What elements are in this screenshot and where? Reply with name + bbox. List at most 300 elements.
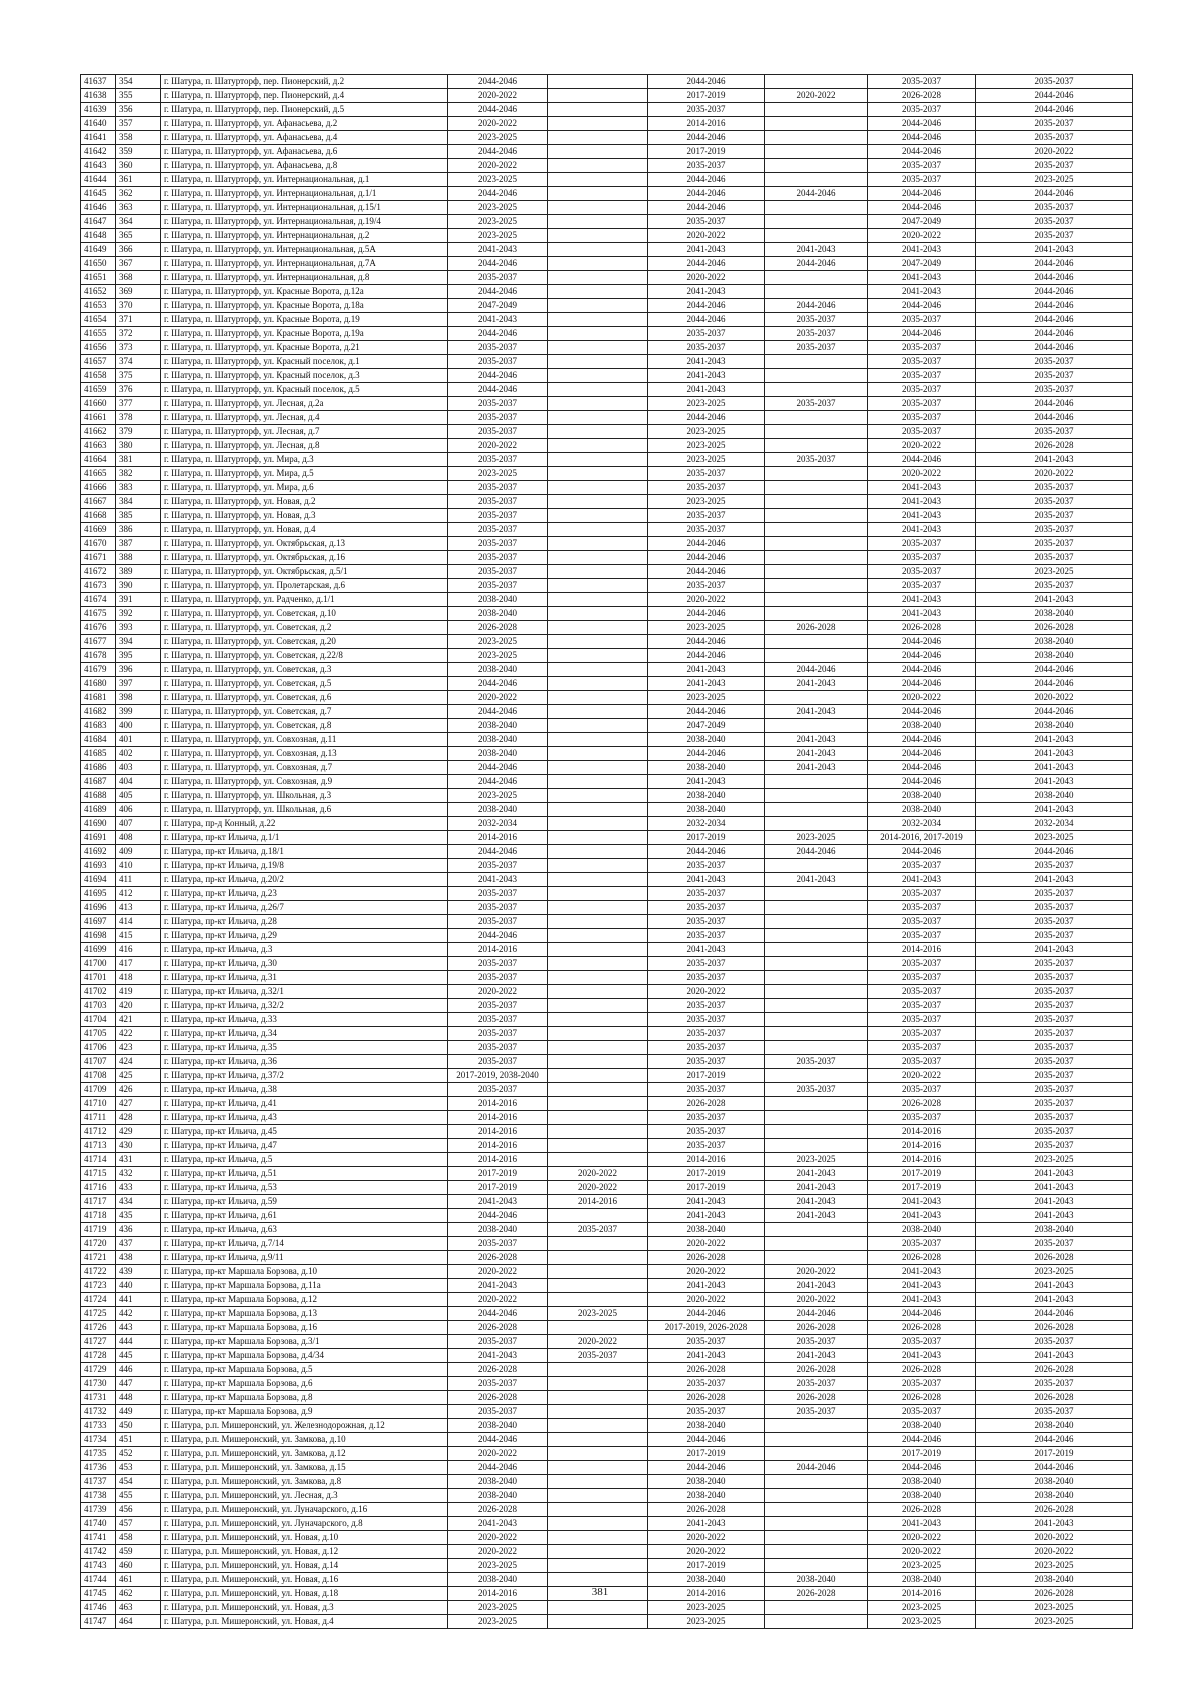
cell-period-col-2 xyxy=(548,845,648,859)
cell-period-col-6: 2035-2037 xyxy=(976,1069,1133,1083)
cell-period-col-2 xyxy=(548,439,648,453)
table-row xyxy=(81,803,1133,817)
cell-period-col-1: 2044-2046 xyxy=(448,1307,548,1321)
cell-row-number: 381 xyxy=(116,453,161,467)
cell-period-col-4 xyxy=(765,1027,868,1041)
cell-period-col-2 xyxy=(548,509,648,523)
cell-period-col-6: 2017-2019 xyxy=(976,1447,1133,1461)
cell-period-col-1: 2044-2046 xyxy=(448,1433,548,1447)
cell-period-col-5: 2014-2016, 2017-2019 xyxy=(868,831,976,845)
cell-record-id: 41726 xyxy=(81,1321,116,1335)
cell-period-col-3: 2035-2037 xyxy=(648,929,765,943)
cell-row-number: 391 xyxy=(116,593,161,607)
cell-record-id: 41662 xyxy=(81,425,116,439)
cell-period-col-4: 2041-2043 xyxy=(765,747,868,761)
cell-period-col-1: 2023-2025 xyxy=(448,649,548,663)
cell-row-number: 432 xyxy=(116,1167,161,1181)
cell-address: г. Шатура, п. Шатурторф, ул. Советская, д.20 xyxy=(161,635,448,649)
cell-period-col-1: 2035-2037 xyxy=(448,1405,548,1419)
cell-period-col-4: 2038-2040 xyxy=(765,1573,868,1587)
cell-address: г. Шатура, пр-кт Маршала Борзова, д.10 xyxy=(161,1265,448,1279)
cell-address: г. Шатура, п. Шатурторф, ул. Совхозная, д.11 xyxy=(161,733,448,747)
cell-address: г. Шатура, п. Шатурторф, ул. Школьная, д.3 xyxy=(161,789,448,803)
cell-period-col-6: 2038-2040 xyxy=(976,1573,1133,1587)
cell-period-col-4 xyxy=(765,481,868,495)
cell-period-col-6: 2020-2022 xyxy=(976,467,1133,481)
table-row xyxy=(81,1083,1133,1097)
cell-period-col-4: 2023-2025 xyxy=(765,1153,868,1167)
cell-period-col-6: 2035-2037 xyxy=(976,1097,1133,1111)
cell-period-col-3: 2017-2019 xyxy=(648,89,765,103)
cell-period-col-4: 2026-2028 xyxy=(765,1363,868,1377)
cell-row-number: 454 xyxy=(116,1475,161,1489)
cell-period-col-6: 2041-2043 xyxy=(976,1517,1133,1531)
cell-period-col-4 xyxy=(765,159,868,173)
cell-period-col-2 xyxy=(548,481,648,495)
table-row xyxy=(81,593,1133,607)
table-row xyxy=(81,1377,1133,1391)
cell-record-id: 41747 xyxy=(81,1615,116,1629)
cell-row-number: 413 xyxy=(116,901,161,915)
cell-period-col-3: 2044-2046 xyxy=(648,649,765,663)
cell-period-col-6: 2023-2025 xyxy=(976,1601,1133,1615)
table-row xyxy=(81,117,1133,131)
cell-period-col-6: 2035-2037 xyxy=(976,929,1133,943)
table-row xyxy=(81,1307,1133,1321)
cell-period-col-2: 2020-2022 xyxy=(548,1167,648,1181)
cell-period-col-3: 2044-2046 xyxy=(648,299,765,313)
table-row xyxy=(81,453,1133,467)
cell-row-number: 392 xyxy=(116,607,161,621)
cell-row-number: 436 xyxy=(116,1223,161,1237)
cell-period-col-4 xyxy=(765,775,868,789)
cell-period-col-1: 2035-2037 xyxy=(448,509,548,523)
cell-period-col-1: 2044-2046 xyxy=(448,845,548,859)
cell-period-col-6: 2020-2022 xyxy=(976,1531,1133,1545)
cell-row-number: 363 xyxy=(116,201,161,215)
table-row xyxy=(81,159,1133,173)
cell-period-col-6: 2044-2046 xyxy=(976,187,1133,201)
cell-period-col-4 xyxy=(765,901,868,915)
cell-period-col-3: 2044-2046 xyxy=(648,187,765,201)
cell-address: г. Шатура, пр-кт Ильича, д.20/2 xyxy=(161,873,448,887)
cell-period-col-5: 2035-2037 xyxy=(868,383,976,397)
cell-period-col-2 xyxy=(548,1475,648,1489)
cell-period-col-1: 2035-2037 xyxy=(448,957,548,971)
cell-address: г. Шатура, п. Шатурторф, ул. Советская, д.5 xyxy=(161,677,448,691)
cell-period-col-1: 2023-2025 xyxy=(448,173,548,187)
cell-row-number: 395 xyxy=(116,649,161,663)
cell-row-number: 446 xyxy=(116,1363,161,1377)
cell-period-col-6: 2041-2043 xyxy=(976,593,1133,607)
cell-period-col-5: 2041-2043 xyxy=(868,285,976,299)
cell-row-number: 386 xyxy=(116,523,161,537)
cell-period-col-5: 2026-2028 xyxy=(868,1391,976,1405)
cell-period-col-1: 2038-2040 xyxy=(448,1475,548,1489)
cell-period-col-3: 2017-2019, 2026-2028 xyxy=(648,1321,765,1335)
cell-period-col-5: 2035-2037 xyxy=(868,999,976,1013)
cell-period-col-1: 2017-2019 xyxy=(448,1181,548,1195)
cell-period-col-1: 2035-2037 xyxy=(448,1027,548,1041)
cell-period-col-5: 2044-2046 xyxy=(868,201,976,215)
cell-period-col-2 xyxy=(548,607,648,621)
cell-period-col-6: 2035-2037 xyxy=(976,355,1133,369)
cell-period-col-1: 2023-2025 xyxy=(448,1615,548,1629)
cell-address: г. Шатура, п. Шатурторф, ул. Октябрьская, д.16 xyxy=(161,551,448,565)
cell-record-id: 41655 xyxy=(81,327,116,341)
cell-period-col-1: 2017-2019, 2038-2040 xyxy=(448,1069,548,1083)
cell-record-id: 41678 xyxy=(81,649,116,663)
cell-record-id: 41712 xyxy=(81,1125,116,1139)
cell-period-col-2 xyxy=(548,747,648,761)
cell-period-col-2 xyxy=(548,1153,648,1167)
cell-period-col-3: 2038-2040 xyxy=(648,1475,765,1489)
cell-record-id: 41690 xyxy=(81,817,116,831)
cell-period-col-4 xyxy=(765,1139,868,1153)
cell-period-col-5: 2041-2043 xyxy=(868,509,976,523)
cell-period-col-1: 2035-2037 xyxy=(448,481,548,495)
cell-period-col-4: 2035-2037 xyxy=(765,1083,868,1097)
cell-address: г. Шатура, пр-кт Маршала Борзова, д.12 xyxy=(161,1293,448,1307)
cell-period-col-4: 2041-2043 xyxy=(765,1195,868,1209)
cell-period-col-5: 2044-2046 xyxy=(868,299,976,313)
cell-row-number: 365 xyxy=(116,229,161,243)
cell-period-col-5: 2041-2043 xyxy=(868,271,976,285)
cell-period-col-6: 2035-2037 xyxy=(976,1335,1133,1349)
table-row xyxy=(81,607,1133,621)
cell-row-number: 443 xyxy=(116,1321,161,1335)
table-row xyxy=(81,775,1133,789)
cell-period-col-2 xyxy=(548,901,648,915)
cell-period-col-1: 2035-2037 xyxy=(448,1083,548,1097)
cell-row-number: 390 xyxy=(116,579,161,593)
cell-period-col-4: 2035-2037 xyxy=(765,397,868,411)
cell-period-col-5: 2041-2043 xyxy=(868,1517,976,1531)
cell-period-col-1: 2044-2046 xyxy=(448,187,548,201)
cell-period-col-4 xyxy=(765,271,868,285)
table-row xyxy=(81,1363,1133,1377)
cell-period-col-6: 2044-2046 xyxy=(976,271,1133,285)
cell-period-col-5: 2035-2037 xyxy=(868,1055,976,1069)
cell-address: г. Шатура, р.п. Мишеронский, ул. Новая, д.10 xyxy=(161,1531,448,1545)
cell-period-col-2 xyxy=(548,1405,648,1419)
cell-period-col-4 xyxy=(765,145,868,159)
cell-row-number: 429 xyxy=(116,1125,161,1139)
cell-address: г. Шатура, п. Шатурторф, ул. Интернациональная, д.1 xyxy=(161,173,448,187)
cell-period-col-4: 2044-2046 xyxy=(765,257,868,271)
cell-period-col-5: 2035-2037 xyxy=(868,565,976,579)
cell-record-id: 41694 xyxy=(81,873,116,887)
table-row xyxy=(81,1475,1133,1489)
cell-period-col-1: 2041-2043 xyxy=(448,873,548,887)
cell-period-col-4: 2035-2037 xyxy=(765,313,868,327)
cell-period-col-6: 2041-2043 xyxy=(976,453,1133,467)
cell-period-col-5: 2014-2016 xyxy=(868,943,976,957)
cell-period-col-2 xyxy=(548,369,648,383)
cell-period-col-2 xyxy=(548,117,648,131)
cell-row-number: 372 xyxy=(116,327,161,341)
cell-period-col-6: 2041-2043 xyxy=(976,243,1133,257)
cell-period-col-1: 2044-2046 xyxy=(448,145,548,159)
cell-record-id: 41714 xyxy=(81,1153,116,1167)
cell-period-col-5: 2041-2043 xyxy=(868,1195,976,1209)
table-row xyxy=(81,1573,1133,1587)
table-row xyxy=(81,677,1133,691)
cell-period-col-5: 2044-2046 xyxy=(868,663,976,677)
cell-period-col-4 xyxy=(765,1237,868,1251)
cell-period-col-6: 2041-2043 xyxy=(976,803,1133,817)
cell-period-col-2 xyxy=(548,565,648,579)
cell-row-number: 387 xyxy=(116,537,161,551)
cell-period-col-3: 2044-2046 xyxy=(648,747,765,761)
cell-row-number: 417 xyxy=(116,957,161,971)
cell-period-col-4 xyxy=(765,565,868,579)
cell-period-col-5: 2041-2043 xyxy=(868,873,976,887)
cell-period-col-6: 2044-2046 xyxy=(976,327,1133,341)
cell-period-col-6: 2032-2034 xyxy=(976,817,1133,831)
cell-address: г. Шатура, п. Шатурторф, ул. Мира, д.5 xyxy=(161,467,448,481)
cell-row-number: 422 xyxy=(116,1027,161,1041)
cell-record-id: 41721 xyxy=(81,1251,116,1265)
cell-period-col-1: 2020-2022 xyxy=(448,1545,548,1559)
cell-address: г. Шатура, п. Шатурторф, ул. Красные Ворота, д.19 xyxy=(161,313,448,327)
cell-address: г. Шатура, п. Шатурторф, ул. Мира, д.3 xyxy=(161,453,448,467)
cell-period-col-2 xyxy=(548,257,648,271)
cell-address: г. Шатура, п. Шатурторф, ул. Интернациональная, д.15/1 xyxy=(161,201,448,215)
table-row xyxy=(81,1419,1133,1433)
cell-period-col-4 xyxy=(765,1111,868,1125)
cell-record-id: 41733 xyxy=(81,1419,116,1433)
cell-period-col-4 xyxy=(765,131,868,145)
cell-row-number: 423 xyxy=(116,1041,161,1055)
cell-period-col-5: 2035-2037 xyxy=(868,551,976,565)
cell-period-col-3: 2035-2037 xyxy=(648,509,765,523)
cell-period-col-6: 2035-2037 xyxy=(976,369,1133,383)
cell-period-col-3: 2041-2043 xyxy=(648,383,765,397)
cell-period-col-1: 2035-2037 xyxy=(448,579,548,593)
cell-period-col-6: 2035-2037 xyxy=(976,425,1133,439)
cell-period-col-3: 2035-2037 xyxy=(648,901,765,915)
cell-period-col-5: 2035-2037 xyxy=(868,1013,976,1027)
cell-period-col-6: 2035-2037 xyxy=(976,957,1133,971)
cell-period-col-1: 2035-2037 xyxy=(448,915,548,929)
cell-address: г. Шатура, п. Шатурторф, ул. Красные Ворота, д.18а xyxy=(161,299,448,313)
cell-period-col-6: 2041-2043 xyxy=(976,873,1133,887)
cell-period-col-6: 2026-2028 xyxy=(976,1587,1133,1601)
cell-address: г. Шатура, пр-кт Ильича, д.9/11 xyxy=(161,1251,448,1265)
cell-period-col-4 xyxy=(765,817,868,831)
cell-period-col-5: 2014-2016 xyxy=(868,1153,976,1167)
cell-period-col-2 xyxy=(548,1391,648,1405)
cell-period-col-5: 2044-2046 xyxy=(868,1307,976,1321)
cell-period-col-6: 2035-2037 xyxy=(976,1083,1133,1097)
cell-period-col-5: 2035-2037 xyxy=(868,103,976,117)
cell-row-number: 402 xyxy=(116,747,161,761)
cell-record-id: 41681 xyxy=(81,691,116,705)
cell-record-id: 41645 xyxy=(81,187,116,201)
cell-address: г. Шатура, пр-кт Ильича, д.41 xyxy=(161,1097,448,1111)
cell-period-col-3: 2044-2046 xyxy=(648,705,765,719)
cell-record-id: 41705 xyxy=(81,1027,116,1041)
cell-period-col-6: 2044-2046 xyxy=(976,299,1133,313)
cell-record-id: 41743 xyxy=(81,1559,116,1573)
cell-period-col-4: 2044-2046 xyxy=(765,663,868,677)
cell-period-col-4 xyxy=(765,355,868,369)
cell-period-col-3: 2041-2043 xyxy=(648,369,765,383)
table-row xyxy=(81,761,1133,775)
cell-row-number: 408 xyxy=(116,831,161,845)
cell-address: г. Шатура, пр-кт Ильича, д.29 xyxy=(161,929,448,943)
cell-period-col-4 xyxy=(765,999,868,1013)
cell-row-number: 406 xyxy=(116,803,161,817)
cell-period-col-5: 2026-2028 xyxy=(868,1321,976,1335)
cell-period-col-1: 2023-2025 xyxy=(448,1601,548,1615)
cell-period-col-2 xyxy=(548,271,648,285)
cell-period-col-6: 2035-2037 xyxy=(976,509,1133,523)
cell-period-col-2 xyxy=(548,887,648,901)
table-row xyxy=(81,481,1133,495)
cell-period-col-3: 2035-2037 xyxy=(648,971,765,985)
cell-record-id: 41699 xyxy=(81,943,116,957)
cell-period-col-4 xyxy=(765,201,868,215)
cell-period-col-5: 2041-2043 xyxy=(868,523,976,537)
cell-period-col-5: 2020-2022 xyxy=(868,1545,976,1559)
cell-period-col-6: 2041-2043 xyxy=(976,747,1133,761)
cell-period-col-2 xyxy=(548,733,648,747)
table-row xyxy=(81,705,1133,719)
cell-period-col-1: 2035-2037 xyxy=(448,1041,548,1055)
cell-period-col-5: 2041-2043 xyxy=(868,1209,976,1223)
cell-period-col-2 xyxy=(548,831,648,845)
cell-record-id: 41706 xyxy=(81,1041,116,1055)
cell-period-col-5: 2017-2019 xyxy=(868,1447,976,1461)
cell-period-col-4 xyxy=(765,1419,868,1433)
cell-row-number: 442 xyxy=(116,1307,161,1321)
cell-period-col-4 xyxy=(765,425,868,439)
table-row xyxy=(81,1251,1133,1265)
table-row xyxy=(81,75,1133,89)
cell-row-number: 459 xyxy=(116,1545,161,1559)
cell-row-number: 360 xyxy=(116,159,161,173)
cell-period-col-1: 2038-2040 xyxy=(448,593,548,607)
table-row xyxy=(81,369,1133,383)
cell-period-col-2 xyxy=(548,1139,648,1153)
cell-record-id: 41710 xyxy=(81,1097,116,1111)
table-row xyxy=(81,439,1133,453)
cell-address: г. Шатура, п. Шатурторф, ул. Советская, д.3 xyxy=(161,663,448,677)
cell-period-col-5: 2038-2040 xyxy=(868,1419,976,1433)
cell-period-col-2 xyxy=(548,593,648,607)
cell-period-col-3: 2026-2028 xyxy=(648,1251,765,1265)
cell-period-col-1: 2035-2037 xyxy=(448,523,548,537)
cell-address: г. Шатура, п. Шатурторф, ул. Интернациональная, д.5А xyxy=(161,243,448,257)
cell-period-col-3: 2041-2043 xyxy=(648,943,765,957)
cell-period-col-6: 2044-2046 xyxy=(976,1461,1133,1475)
cell-period-col-3: 2035-2037 xyxy=(648,341,765,355)
cell-row-number: 426 xyxy=(116,1083,161,1097)
cell-period-col-3: 2035-2037 xyxy=(648,467,765,481)
cell-period-col-5: 2044-2046 xyxy=(868,635,976,649)
cell-period-col-4: 2044-2046 xyxy=(765,187,868,201)
cell-record-id: 41668 xyxy=(81,509,116,523)
cell-address: г. Шатура, п. Шатурторф, ул. Красный поселок, д.5 xyxy=(161,383,448,397)
cell-period-col-1: 2047-2049 xyxy=(448,299,548,313)
cell-period-col-5: 2032-2034 xyxy=(868,817,976,831)
cell-period-col-3: 2044-2046 xyxy=(648,845,765,859)
table-row xyxy=(81,1097,1133,1111)
cell-period-col-5: 2014-2016 xyxy=(868,1125,976,1139)
cell-period-col-6: 2035-2037 xyxy=(976,523,1133,537)
cell-period-col-3: 2044-2046 xyxy=(648,1461,765,1475)
cell-record-id: 41642 xyxy=(81,145,116,159)
cell-period-col-4 xyxy=(765,1517,868,1531)
cell-period-col-1: 2020-2022 xyxy=(448,439,548,453)
cell-period-col-5: 2035-2037 xyxy=(868,355,976,369)
cell-record-id: 41739 xyxy=(81,1503,116,1517)
cell-period-col-4 xyxy=(765,1531,868,1545)
cell-period-col-1: 2026-2028 xyxy=(448,1391,548,1405)
cell-address: г. Шатура, п. Шатурторф, ул. Афанасьева, д.2 xyxy=(161,117,448,131)
cell-period-col-5: 2044-2046 xyxy=(868,677,976,691)
cell-period-col-3: 2035-2037 xyxy=(648,327,765,341)
cell-period-col-1: 2041-2043 xyxy=(448,1195,548,1209)
cell-address: г. Шатура, р.п. Мишеронский, ул. Замкова, д.12 xyxy=(161,1447,448,1461)
cell-period-col-4 xyxy=(765,229,868,243)
cell-period-col-3: 2020-2022 xyxy=(648,1545,765,1559)
cell-period-col-4 xyxy=(765,607,868,621)
cell-row-number: 404 xyxy=(116,775,161,789)
cell-period-col-4: 2035-2037 xyxy=(765,1405,868,1419)
cell-period-col-1: 2035-2037 xyxy=(448,537,548,551)
table-row xyxy=(81,1055,1133,1069)
cell-period-col-4 xyxy=(765,943,868,957)
cell-record-id: 41746 xyxy=(81,1601,116,1615)
cell-row-number: 450 xyxy=(116,1419,161,1433)
cell-address: г. Шатура, п. Шатурторф, ул. Октябрьская, д.5/1 xyxy=(161,565,448,579)
cell-period-col-4: 2041-2043 xyxy=(765,761,868,775)
cell-row-number: 428 xyxy=(116,1111,161,1125)
cell-record-id: 41667 xyxy=(81,495,116,509)
cell-period-col-2 xyxy=(548,957,648,971)
cell-period-col-1: 2044-2046 xyxy=(448,929,548,943)
cell-address: г. Шатура, п. Шатурторф, ул. Советская, д.2 xyxy=(161,621,448,635)
cell-period-col-4: 2041-2043 xyxy=(765,1209,868,1223)
cell-period-col-2 xyxy=(548,173,648,187)
cell-period-col-3: 2026-2028 xyxy=(648,1503,765,1517)
cell-period-col-5: 2047-2049 xyxy=(868,215,976,229)
cell-period-col-1: 2038-2040 xyxy=(448,1573,548,1587)
cell-row-number: 385 xyxy=(116,509,161,523)
cell-period-col-6: 2026-2028 xyxy=(976,1251,1133,1265)
cell-row-number: 361 xyxy=(116,173,161,187)
cell-record-id: 41695 xyxy=(81,887,116,901)
cell-record-id: 41711 xyxy=(81,1111,116,1125)
cell-period-col-2: 2035-2037 xyxy=(548,1223,648,1237)
cell-record-id: 41643 xyxy=(81,159,116,173)
cell-period-col-3: 2035-2037 xyxy=(648,523,765,537)
cell-address: г. Шатура, пр-кт Ильича, д.59 xyxy=(161,1195,448,1209)
cell-record-id: 41674 xyxy=(81,593,116,607)
cell-period-col-1: 2044-2046 xyxy=(448,705,548,719)
cell-period-col-4: 2044-2046 xyxy=(765,845,868,859)
cell-record-id: 41732 xyxy=(81,1405,116,1419)
cell-period-col-4: 2041-2043 xyxy=(765,1349,868,1363)
cell-address: г. Шатура, п. Шатурторф, ул. Лесная, д.8 xyxy=(161,439,448,453)
table-row xyxy=(81,1615,1133,1629)
cell-address: г. Шатура, пр-кт Ильича, д.19/8 xyxy=(161,859,448,873)
cell-period-col-5: 2044-2046 xyxy=(868,705,976,719)
cell-period-col-4 xyxy=(765,985,868,999)
